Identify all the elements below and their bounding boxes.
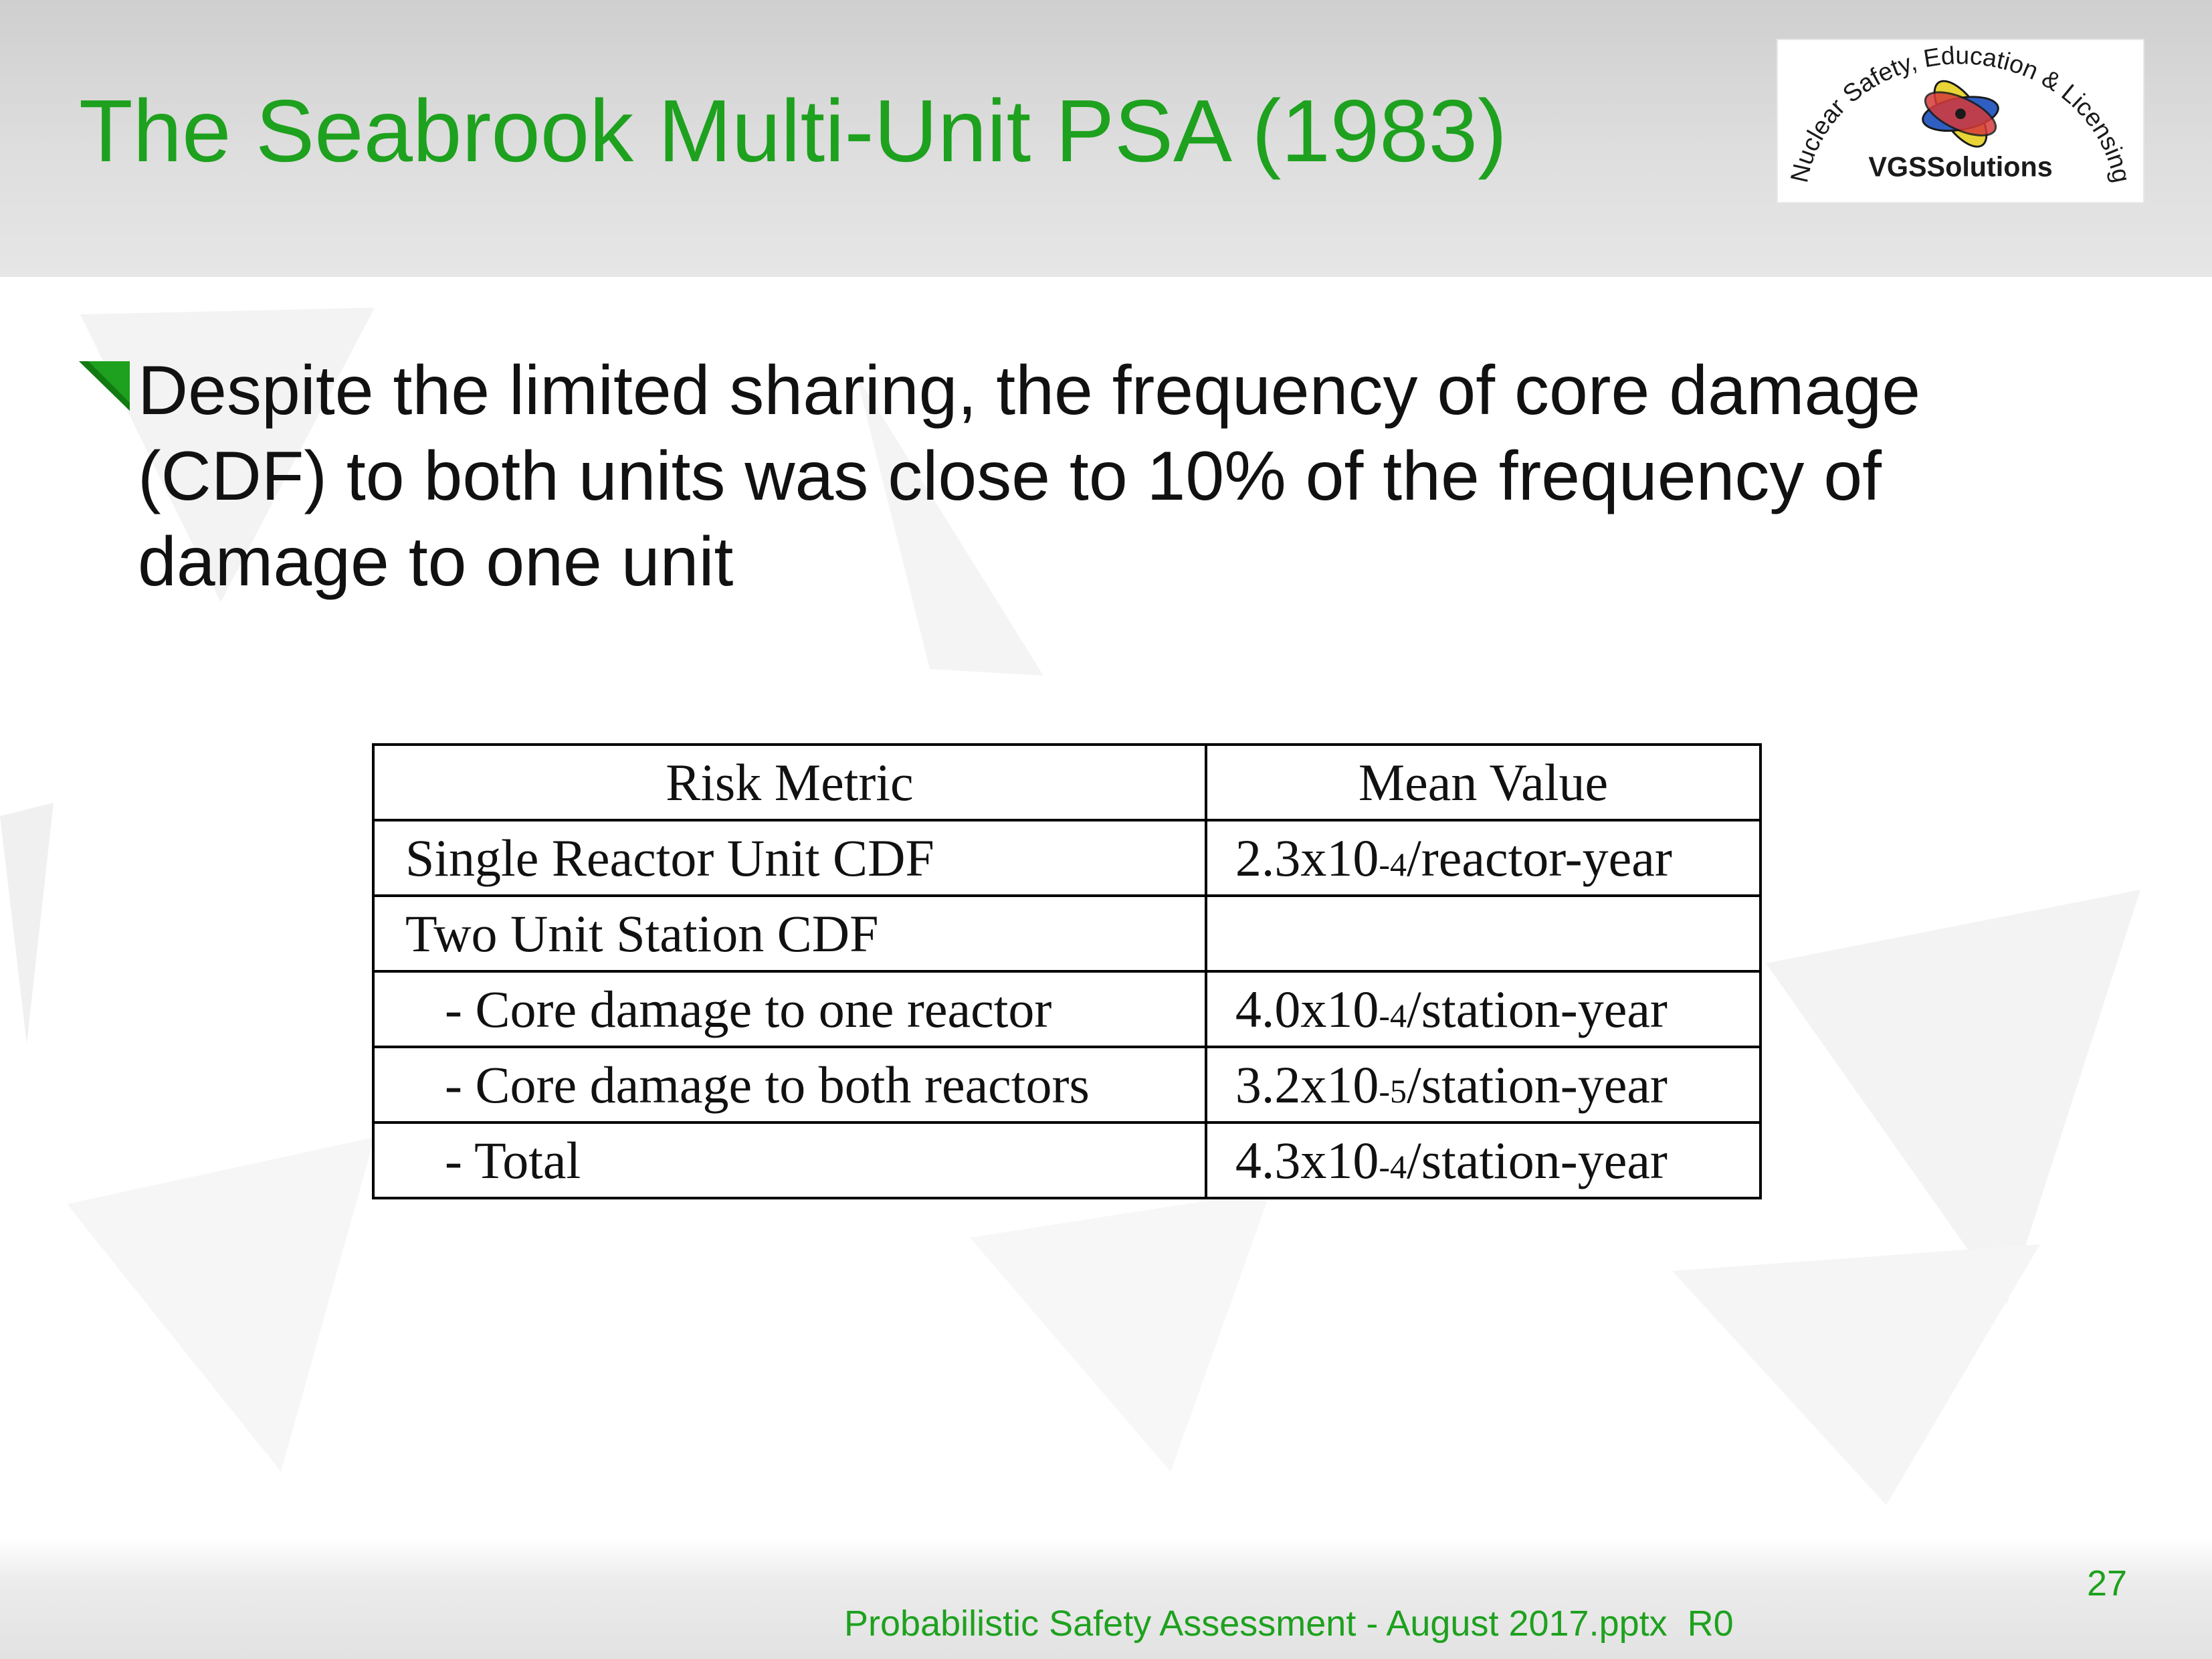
value-mantissa: 4.0x10	[1235, 979, 1379, 1038]
value-mantissa: 2.3x10	[1235, 828, 1379, 887]
header-mean-value: Mean Value	[1206, 745, 1761, 820]
table-row	[373, 971, 1761, 1047]
table-row	[373, 1047, 1761, 1123]
table-header-row	[373, 745, 1761, 820]
value-cell	[1206, 1047, 1761, 1123]
metric-cell: - Total	[373, 1123, 1206, 1198]
value-exponent: -5	[1379, 1072, 1407, 1110]
svg-text:VGSSolutions: VGSSolutions	[1868, 151, 2053, 183]
value-unit: /reactor-year	[1407, 828, 1672, 887]
bullet-triangle-icon	[79, 361, 130, 411]
table-row	[373, 896, 1761, 971]
metric-cell: Two Unit Station CDF	[373, 896, 1206, 971]
table-row	[373, 1123, 1761, 1198]
slide-title: The Seabrook Multi-Unit PSA (1983)	[79, 82, 1508, 180]
value-unit: /station-year	[1407, 979, 1668, 1038]
metric-cell: - Core damage to both reactors	[373, 1047, 1206, 1123]
value-exponent: -4	[1379, 845, 1407, 883]
logo-atom-icon	[1778, 40, 2143, 202]
metric-cell: Single Reactor Unit CDF	[373, 820, 1206, 896]
value-exponent: -4	[1379, 1147, 1407, 1185]
page-number: 27	[2087, 1563, 2128, 1603]
vgs-logo	[1777, 39, 2144, 203]
value-unit: /station-year	[1407, 1055, 1668, 1114]
value-cell	[1206, 971, 1761, 1047]
value-cell	[1206, 820, 1761, 896]
svg-text:Nuclear Safety, Education & Li: Nuclear Safety, Education & Licensing	[1785, 41, 2136, 185]
footer-filename: Probabilistic Safety Assessment - August 2017.pptx R0	[844, 1603, 1734, 1644]
value-exponent: -4	[1379, 996, 1407, 1034]
value-mantissa: 4.3x10	[1235, 1131, 1379, 1189]
value-cell	[1206, 896, 1761, 971]
bullet-text: Despite the limited sharing, the frequency of core damage (CDF) to both units was close to 10% of the frequency of damage to one unit	[138, 352, 1921, 601]
value-cell	[1206, 1123, 1761, 1198]
metric-cell: - Core damage to one reactor	[373, 971, 1206, 1047]
table-row	[373, 820, 1761, 896]
header-risk-metric: Risk Metric	[373, 745, 1206, 820]
risk-metric-table	[372, 743, 1762, 1199]
value-unit: /station-year	[1407, 1131, 1668, 1189]
value-mantissa: 3.2x10	[1235, 1055, 1379, 1114]
